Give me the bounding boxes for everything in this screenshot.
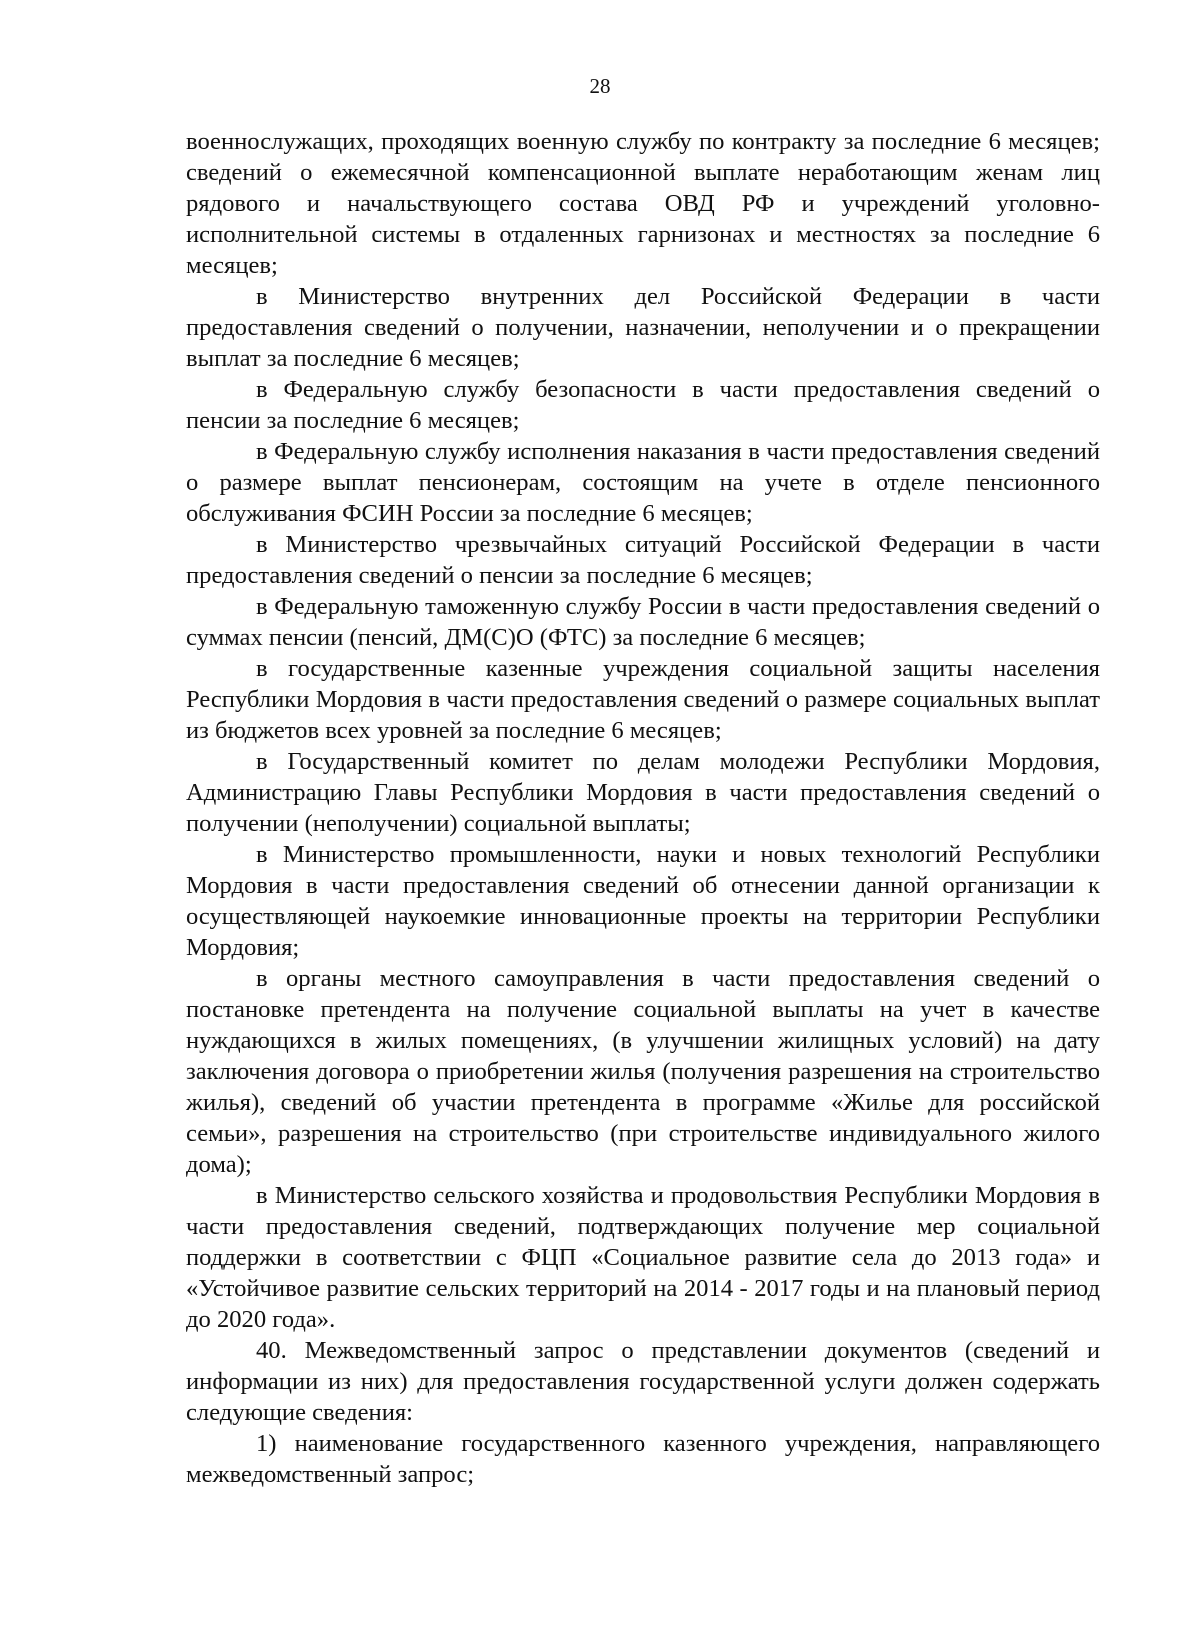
paragraph-local-government: в органы местного самоуправления в части предоставления сведений о постановке претендента на получение социальной выплаты на учет в качестве нуждающихся в жилых помещениях, (в улучшении жилищных условий) на дату заключения договора о приобретении жилья (получения разрешения на строительство жилья), сведений об участии претендента в программе «Жилье для российской семьи», разрешения на строительство (при строительстве индивидуального жилого дома); — [186, 965, 1100, 1178]
paragraph-continuation-military: военнослужащих, проходящих военную службу по контракту за последние 6 месяцев; сведений о ежемесячной компенсационной выплате неработающим женам лиц рядового и начальствующего состава ОВД РФ и учреждений уголовно-исполнительной системы в отдаленных гарнизонах и местностях за последние 6 месяцев; — [186, 128, 1100, 279]
paragraph-fsin: в Федеральную службу исполнения наказания в части предоставления сведений о размере выплат пенсионерам, состоящим на учете в отделе пенсионного обслуживания ФСИН России за последние 6 месяцев; — [186, 438, 1100, 527]
paragraph-social-protection: в государственные казенные учреждения социальной защиты населения Республики Мордовия в части предоставления сведений о размере социальных выплат из бюджетов всех уровней за последние 6 месяцев; — [186, 655, 1100, 744]
paragraph-youth-committee: в Государственный комитет по делам молодежи Республики Мордовия, Администрацию Главы Республики Мордовия в части предоставления сведений о получении (неполучении) социальной выплаты; — [186, 748, 1100, 837]
paragraph-agriculture-ministry: в Министерство сельского хозяйства и продовольствия Республики Мордовия в части предоставления сведений, подтверждающих получение мер социальной поддержки в соответствии с ФЦП «Социальное развитие села до 2013 года» и «Устойчивое развитие сельских территорий на 2014 - 2017 годы и на плановый период до 2020 года». — [186, 1182, 1100, 1333]
paragraph-mvd: в Министерство внутренних дел Российской Федерации в части предоставления сведений о получении, назначении, неполучении и о прекращении выплат за последние 6 месяцев; — [186, 283, 1100, 372]
paragraph-item-40: 40. Межведомственный запрос о представлении документов (сведений и информации из них) для предоставления государственной услуги должен содержать следующие сведения: — [186, 1337, 1100, 1426]
document-body — [186, 126, 1100, 1490]
paragraph-customs: в Федеральную таможенную службу России в части предоставления сведений о суммах пенсии (пенсий, ДМ(С)О (ФТС) за последние 6 месяцев; — [186, 593, 1100, 651]
paragraph-fsb: в Федеральную службу безопасности в части предоставления сведений о пенсии за последние 6 месяцев; — [186, 376, 1100, 434]
page-number: 28 — [589, 74, 611, 98]
paragraph-industry-ministry: в Министерство промышленности, науки и новых технологий Республики Мордовия в части предоставления сведений об отнесении данной организации к осуществляющей наукоемкие инновационные проекты на территории Республики Мордовия; — [186, 841, 1100, 961]
paragraph-mchs: в Министерство чрезвычайных ситуаций Российской Федерации в части предоставления сведений о пенсии за последние 6 месяцев; — [186, 531, 1100, 589]
paragraph-item-40-1: 1) наименование государственного казенного учреждения, направляющего межведомственный запрос; — [186, 1430, 1100, 1488]
